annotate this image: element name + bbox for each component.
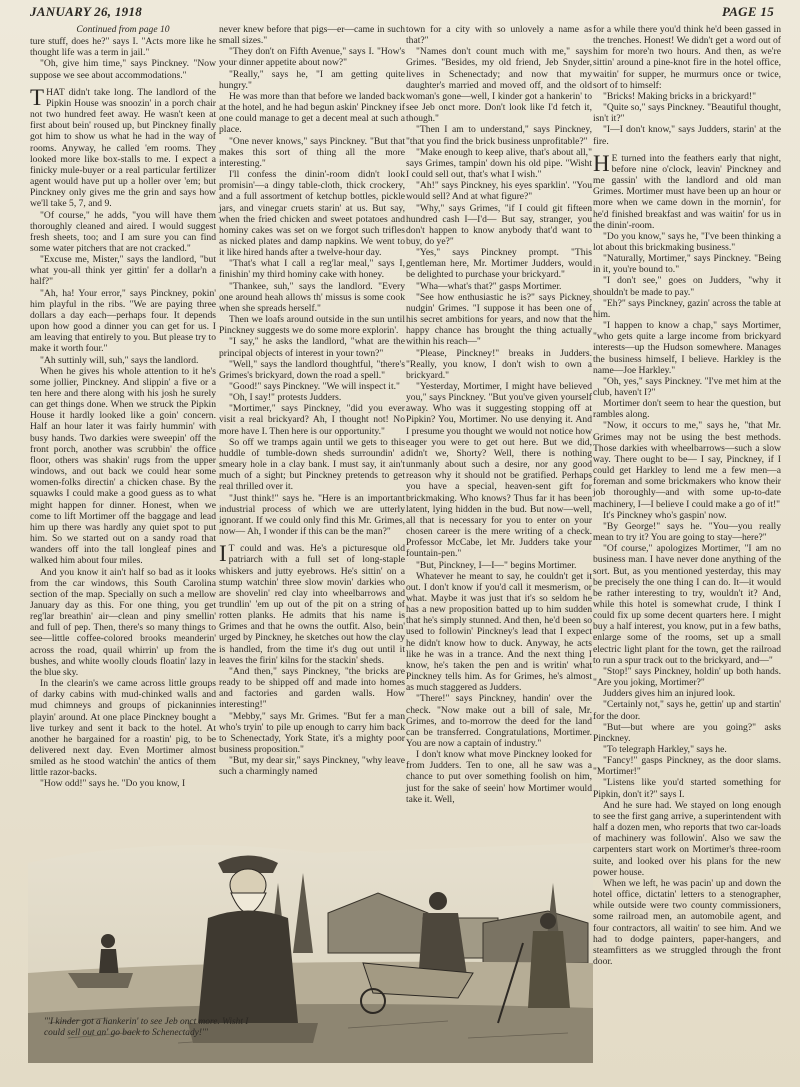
paragraph: When he gives his whole attention to it he's some jollier, Pinckney. And slippin' a five or a ten here and there along with his josh he surely can get things done. When we struck the Pipkin House it hardly looked like a goin' concern. Half an hour later it was fairly hummin' with busy hands. Two darkies were sweepin' off the front porch, another was scrubbin' the office floor, others was shakin' rugs from the upper windows, and out back we could hear some women-folks directin' a chicken chase. By the squawks I could make a good guess as to what might happen for dinner. Honest, when we come to lift Mortimer off the baggage and lead him up there was hardly any quiet spot to put him. So we started out on a sandy road that wanders off into the tall longleaf pines and walked him about four miles. xyxy=(30,365,216,567)
paragraph: "Of course," apologizes Mortimer, "I am no business man. I have never done anything of the sort. But, as you mentioned yesterday, this may be precisely the one thing I can do. It—it would be rather interesting to try, wouldn't it? And, while this hotel is somewhat crude, I think I could fix up some decent quarters here. I might buy a half interest, you know, put in a few baths, enlarge some of the rooms, set up a small electric light plant for the town, get the railroad to run a spur track out to the brickyard, and—" xyxy=(593,543,781,666)
section-opening xyxy=(219,543,405,666)
paragraph: "Certainly not," says he, gettin' up and startin' for the door. xyxy=(593,699,781,722)
paragraph: When we left, he was pacin' up and down the hotel office, dictatin' letters to a stenographer, while outside were two county commissioners, some railroad men, an automobile agent, and four contractors, all waitin' to see him. And we had to dodge painters, paper-hangers, and steamfitters as we struggled through the front door. xyxy=(593,877,781,967)
paragraph: "Just think!" says he. "Here is an important industrial process of which we are utterly ignorant. If we could only find this Mr. Grimes, now— Ah, I wonder if this can be the man?" xyxy=(219,492,405,538)
paragraph: Mortimer don't seem to hear the question, but rambles along. xyxy=(593,398,781,421)
paragraph: I'll confess the dinin'-room didn't look promisin'—a dingy table-cloth, thick crockery, and a full assortment of ketchup bottles, pickle jars, and vinegar cruets starin' at us. But say, when the fried chicken and sweet potatoes and hominy cakes was set on we forgot such trifles as nicked plates and damp napkins. We went to it like hired hands after a twelve-hour day. xyxy=(219,169,405,259)
column-1 xyxy=(30,24,216,790)
paragraph: Whatever he meant to say, he couldn't get it out. I don't know if you'd call it mesmerism, or what. Maybe it was just that it's so seldom he has a new proposition batted up to him sudden that he's simply stunned. And then, he'd been so used to followin' Pinckney's lead that I expect he didn't know how to duck. Anyway, he acts like he was in a trance. And the next thing I know, he's taken the pen and is writin' what Pinckney tells him. As for Grimes, he's almost as much staggered as Judders. xyxy=(406,570,592,694)
paragraph: "And then," says Pinckney, "the bricks are ready to be shipped off and made into homes and factories and garden walls. How interesting!" xyxy=(219,665,405,711)
paragraph: "I say," he asks the landlord, "what are the principal objects of interest in your town?" xyxy=(219,336,405,359)
paragraph: "Ah!" says Pinckney, his eyes sparklin'. "You would sell? And at what figure?" xyxy=(406,180,592,203)
paragraph: "Ah, ha! Your error," says Pinckney, pokin' him playful in the ribs. "We are paying three dollars a day each—perhaps four. It depends upon how good a dinner you can get for us. I am leaving that entirely to you. But please try to make it worth four." xyxy=(30,287,216,355)
section-text: E turned into the feathers early that night, before nine o'clock, leavin' Pinckney and me gassin' with the landlord and old man Grimes. Mortimer must have been up an hour or more when we came down in the mornin', for he'd finished breakfast and was waitin' for us in the dinin'-room. xyxy=(593,152,781,231)
drop-cap: H xyxy=(593,150,610,176)
section-opening xyxy=(30,84,216,210)
paragraph: "Excuse me, Mister," says the landlord, "but what you-all think yer gittin' fer a dollar'n a half?" xyxy=(30,254,216,288)
paragraph: ture stuff, does he?" says I. "Acts more like he thought life was a term in jail." xyxy=(30,36,216,59)
paragraph: "Bricks! Making bricks in a brickyard!" xyxy=(603,90,757,102)
paragraph: And you know it ain't half so bad as it looks from the car windows, this South Carolina section of the map. Specially on such a mellow January day as this. For one thing, you get reg'lar breathin' air—clean and piny smellin' and full of pep. Then, there's so many things to see—little coffee-colored brooks meanderin' across the road, quail whirrin' up from the bushes, and white woolly clouds floatin' lazy in the blue sky. xyxy=(30,566,216,678)
paragraph: "There!" says Pinckney, handin' over the check. "Now make out a bill of sale, Mr. Grimes, and to-morrow the deed for the land can be transferred. Congratulations, Mortimer. You are now a captain of industry." xyxy=(406,693,592,749)
paragraph: "Naturally, Mortimer," says Pinckney. "Being in it, you're bound to." xyxy=(593,253,781,276)
paragraph: He was more than that before we landed back at the hotel, and he had begun askin' Pinckney if one could manage to get a decent meal at such a place. xyxy=(219,90,405,136)
drop-cap: T xyxy=(30,84,45,110)
paragraph: "I happen to know a chap," says Mortimer, "who gets quite a large income from brickyard interests—up the Hudson somewhere. Manages the business himself, I believe. Harkley is the name—Joe Harkley." xyxy=(593,320,781,376)
paragraph: "Oh, I say!" protests Judders. xyxy=(229,392,342,404)
paragraph: "That's what I call a reg'lar meal," says I, finishin' my third hominy cake with honey. xyxy=(219,258,405,281)
paragraph: "Listens like you'd started something for Pipkin, don't it?" says I. xyxy=(593,777,781,800)
paragraph: "Stop!" says Pinckney, holdin' up both hands. "Are you joking, Mortimer?" xyxy=(593,665,781,689)
page-number: PAGE 15 xyxy=(721,4,774,19)
paragraph: "Now, it occurs to me," says he, "that Mr. Grimes may not be using the best methods. Those darkies with wheelbarrows—such a slow way. There ought to be— I say, Pinckney, if I could get Harkley to lend me a few men—a foreman and some brickmakers who know their job thoroughly—and with some up-to-date machinery, I—I believe I could make a go of it!" xyxy=(593,420,781,510)
paragraph: "How odd!" says he. "Do you know, I xyxy=(40,778,186,790)
paragraph: "They don't on Fifth Avenue," says I. "How's your dinner appetite about now?" xyxy=(219,46,405,69)
paragraph: Judders gives him an injured look. xyxy=(603,688,736,700)
section-text: HAT didn't take long. The landlord of the Pipkin House was snoozin' in a porch chair not two hundred feet away. He wasn't keen at first about bein' roused up, but Pinckney finally got him to show us what he had in the way of rooms. Anyway, he called 'em rooms. They looked more like box-stalls to me. I expect a finicky mule-buyer or a real particular fertilizer agent would have put up a holler over 'em; but Pinckney only gives me the grin and says how we'll take 5, 7, and 9. xyxy=(30,86,216,210)
paragraph: "Oh, yes," says Pinckney. "I've met him at the club, haven't I?" xyxy=(593,375,781,398)
paragraph: "Quite so," says Pinckney. "Beautiful thought, isn't it?" xyxy=(593,102,781,125)
paragraph: "Do you know," says he, "I've been thinking a lot about this brickmaking business." xyxy=(593,230,781,253)
column-3 xyxy=(406,24,592,805)
drop-cap: I xyxy=(219,541,227,567)
paragraph: for a while there you'd think he'd been gassed in the trenches. Honest! We didn't get a word out of him for more'n two hours. And then, as we're sittin' around a pine-knot fire in the hotel office, waitin' for supper, he murmurs once or twice, sort of to himself: xyxy=(593,24,781,91)
paragraph: "Really," says he, "I am getting quite hungry." xyxy=(219,68,405,91)
column-2 xyxy=(219,24,405,777)
paragraph: "Eh?" says Pinckney, gazin' across the table at him. xyxy=(593,297,781,320)
illustration-caption: "'I kinder got a hankerin' to see Jeb onct more. Wisht I could sell out an' go back to Schenectady!'" xyxy=(44,1017,249,1038)
paragraph: "Oh, give him time," says Pinckney. "Now suppose we see about accommodations." xyxy=(30,58,216,81)
paragraph: So off we tramps again until we gets to this huddle of tumble-down sheds surroundin' a smeary hole in a clay bank. I must say, it ain't much of a sight; but Pinckney pretends to get real thrilled over it. xyxy=(219,436,405,493)
paragraph: "Then I am to understand," says Pinckney, "that you find the brick business unprofitable?" xyxy=(406,124,592,147)
paragraph: "I don't see," goes on Judders, "why it shouldn't be made to pay." xyxy=(593,275,781,298)
paragraph: "I—I don't know," says Judders, starin' at the fire. xyxy=(593,124,781,147)
paragraph: "Yesterday, Mortimer, I might have believed you," says Pinckney. "But you've given yourself away. Who was it suggesting stopping off at Pipkin? You, Mortimer. No use denying it. And I presume you thought we would not notice how eager you were to get out here. But we did, didn't we, Shorty? Well, there is nothing unmanly about such a desire, nor any good reason why it should not be gratified. Perhaps you have a special, heaven-sent gift for brickmaking. Who knows? Thus far it has been latent, lying hidden in the bud. But now—well, all that is necessary for you to enter on your chosen career is the mere writing of a check. Professor McCabe, let Mr. Judders take your fountain-pen." xyxy=(406,381,592,560)
paragraph: town for a city with so unlovely a name as that?" xyxy=(406,24,592,47)
paragraph: "Why," says Grimes, "if I could git fifteen hundred cash I—I'd— But say, stranger, you don't happen to know anybody that'd want to buy, do ye?" xyxy=(406,202,592,247)
paragraph: "Mortimer," says Pinckney, "did you ever visit a real brickyard? Ah, I thought not! No more have I. Then here is our opportunity." xyxy=(219,403,405,437)
paragraph: And he sure had. We stayed on long enough to see the first gang arrive, a superintendent with half a dozen men, who reports that two car-loads of machinery was followin'. Also we saw the carpenters start work on Mortimer's three-room suite, and looked over his plans for the new power house. xyxy=(593,799,781,878)
paragraph: "Fancy!" gasps Pinckney, as the door slams. "Mortimer!" xyxy=(593,755,781,778)
paragraph: "Of course," he adds, "you will have them thoroughly cleaned and aired. I would suggest fresh sheets, too; and I am sure you can find some water pitchers that are not cracked." xyxy=(30,209,216,254)
page-header xyxy=(30,4,774,22)
paragraph: "To telegraph Harkley," says he. xyxy=(603,744,727,755)
paragraph: "See how enthusiastic he is?" says Pickney, nudgin' Grimes. "I suppose it has been one of his secret ambitions for years, and now that the happy chance has brought the thing actually within his reach—" xyxy=(406,291,592,348)
paragraph: "By George!" says he. "You—you really mean to try it? You are going to stay—here?" xyxy=(593,520,781,544)
issue-date: JANUARY 26, 1918 xyxy=(30,4,143,19)
column-4 xyxy=(593,24,781,967)
paragraph: "Names don't count much with me," says Grimes. "Besides, my old friend, Jeb Snyder, lives in Schenectady; and now that my daughter's married and moved off, and the old woman's gone—well, I kinder got a hankerin' to see Jeb onct more. Don't look like I'd fetch it, though." xyxy=(406,46,592,125)
paragraph: "Mebby," says Mr. Grimes. "But fer a man who's tryin' to pile up enough to carry him back to Schenectady, York State, it's a mighty poor business proposition." xyxy=(219,710,405,755)
paragraph: Then we loafs around outside in the sun until Pinckney suggests we do some more explorin'. xyxy=(219,314,405,337)
paragraph: "Good!" says Pinckney. "We will inspect it." xyxy=(229,381,400,392)
paragraph: "Ah suttinly will, suh," says the landlord. xyxy=(40,354,199,366)
paragraph: "Yes," says Pinckney prompt. "This gentleman here, Mr. Mortimer Judders, would be delighted to purchase your brickyard." xyxy=(406,247,592,281)
paragraph: "But, Pinckney, I—I—" begins Mortimer. xyxy=(416,559,577,571)
paragraph: "Wha—what's that?" gasps Mortimer. xyxy=(416,280,562,292)
continued-note: Continued from page 10 xyxy=(76,24,170,35)
paragraph: It's Pinckney who's gaspin' now. xyxy=(603,509,727,521)
paragraph: "One never knows," says Pinckney. "But that makes this sort of thing all the more interesting." xyxy=(219,135,405,169)
paragraph: "Well," says the landlord thoughtful, "there's Grimes's brickyard, down the road a spell." xyxy=(219,358,405,381)
paragraph: "Please, Pinckney!" breaks in Judders. "Really, you know, I don't wish to own a brickyard." xyxy=(406,347,592,381)
paragraph: I don't know what move Pinckney looked for from Judders. Ten to one, all he saw was a chance to put over something foolish on him, just for the sake of seein' how Mortimer would take it. Well, xyxy=(406,749,592,805)
paragraph: "Make enough to keep alive, that's about all," says Grimes, tampin' down his old pipe. "Wisht I could sell out, that's what I wish." xyxy=(406,146,592,181)
paragraph: In the clearin's we came across little groups of darky cabins with mud-chinked walls and mud chimneys and groups of pickaninnies playin' around. At one place Pinckney bought a live turkey and sent it back to the hotel. At another he bargained for a roastin' pig, to be delivered next day. Even Mortimer almost smiled as he stood watchin' the antics of them little razor-backs. xyxy=(30,678,216,779)
section-text: T could and was. He's a picturesque old patriarch with a full set of long-staple whiskers and jutty eyebrows. He's sittin' on a stump watchin' three slow movin' darkies who are shovelin' red clay into wheelbarrows and trundlin' 'em up out of the pit on a string of rotten planks. He admits that his name is Grimes and that he owns the outfit. Also, bein' urged by Pinckney, he sketches out how the clay is handled, from the time it's dug out until it leaves the firin' kilns for the stackin' sheds. xyxy=(219,543,405,666)
paragraph: "Thankee, suh," says the landlord. "Every one around heah allows th' missus is some cook when she spreads herself." xyxy=(219,280,405,314)
paragraph: "But, my dear sir," says Pinckney, "why leave such a charmingly named xyxy=(219,755,405,778)
paragraph: never knew before that pigs—er—came in such small sizes." xyxy=(219,24,405,47)
section-opening xyxy=(593,150,781,231)
paragraph: "But—but where are you going?" asks Pinckney. xyxy=(593,721,781,744)
